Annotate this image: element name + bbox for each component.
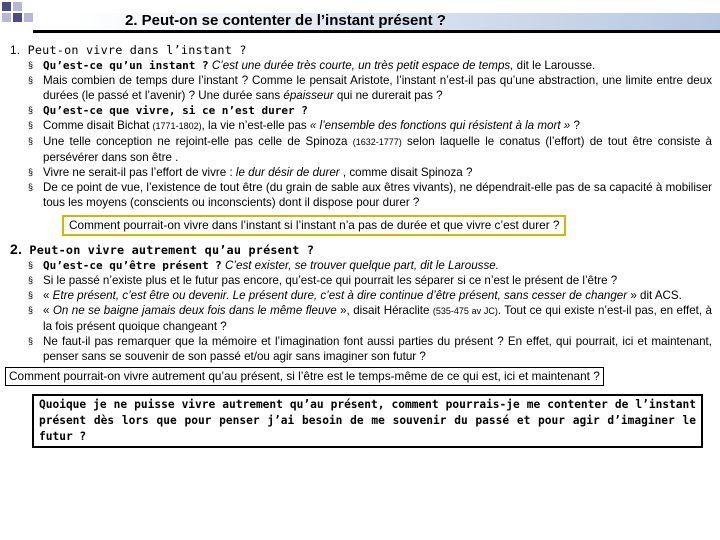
- list-item: § De ce point de vue, l’existence de tout être (du grain de sable aux êtres vivants), ne dépendrait-elle pas de sa capacité à mobiliser tous les moyens (conscients ou inconscients) dont il dispose pour durer ?: [28, 181, 712, 209]
- section1-number: 1.: [10, 43, 21, 57]
- square-icon: [2, 2, 11, 11]
- section2-heading: [10, 242, 712, 258]
- list-item: § Comme disait Bichat (1771-1802), la vie n’est-elle pas « l’ensemble des fonctions qui résistent à la mort » ?: [28, 119, 580, 132]
- bullet-icon: §: [28, 136, 34, 146]
- list-item: § Vivre ne serait-il pas l’effort de vivre : le dur désir de durer , comme disait Spinoza ?: [28, 166, 473, 179]
- page-title: 2. Peut-on se contenter de l’instant présent ?: [125, 12, 446, 29]
- bullet-icon: §: [28, 290, 34, 300]
- list-item: § Une telle conception ne rejoint-elle pas celle de Spinoza (1632-1777) selon laquelle le conatus (l’effort) de tout être consiste à persévérer dans son être .: [28, 135, 712, 164]
- slide-content: [10, 43, 712, 448]
- section1-heading-text: Peut-on vivre dans l’instant ?: [27, 43, 247, 57]
- list-item: § Qu’est-ce qu’être présent ? C’est exister, se trouver quelque part, dit le Larousse.: [28, 259, 499, 272]
- list-item: § Ne faut-il pas remarquer que la mémoire et l’imagination font aussi parties du présent ? En effet, qui pourrait, ici et maintenant, penser sans se souvenir de son passé et/ou agir sans imaginer son futur ?: [28, 335, 712, 363]
- bullet-icon: §: [28, 305, 34, 315]
- bullet-icon: §: [28, 60, 34, 70]
- bullet-icon: §: [28, 105, 34, 115]
- section2-number: 2.: [10, 241, 23, 257]
- bullet-icon: §: [28, 275, 34, 285]
- bullet-icon: §: [28, 120, 34, 130]
- list-item: § « Etre présent, c’est être ou devenir. Le présent dure, c’est à dire continue d’être présent, sans cesser de changer » dit ACS.: [28, 289, 682, 302]
- list-item: § Qu’est-ce qu’un instant ? C’est une durée très courte, un très petit espace de temps, dit le Larousse.: [28, 59, 596, 72]
- list-item: § Mais combien de temps dure l’instant ? Comme le pensait Aristote, l’instant n’est-il pas qu’une abstraction, une limite entre deux durées (le passé et l’avenir) ? Une durée sans épaisseur qui ne durerait pas ?: [28, 74, 712, 102]
- list-item: § Si le passé n’existe plus et le futur pas encore, qu’est-ce qui pourrait les séparer si ce n’est le présent de l’être ?: [28, 274, 618, 287]
- square-icon: [13, 2, 22, 11]
- conclusion-box: Quoique je ne puisse vivre autrement qu’au présent, comment pourrais-je me contenter de l’instant présent dès lors que pour penser j’ai besoin de me souvenir du passé et pour agir d’imaginer le futur ?: [32, 394, 703, 448]
- section2-heading-text: Peut-on vivre autrement qu’au présent ?: [29, 243, 315, 257]
- bullet-icon: §: [28, 182, 34, 192]
- square-icon: [13, 13, 22, 22]
- bullet-icon: §: [28, 336, 34, 346]
- bullet-icon: §: [28, 167, 34, 177]
- section2-question-box: Comment pourrait-on vivre autrement qu’au présent, si l’être est le temps-même de ce qui est, ici et maintenant ?: [5, 367, 604, 386]
- square-icon: [2, 13, 11, 22]
- list-item: § « On ne se baigne jamais deux fois dans le même fleuve », disait Héraclite (535-475 av JC). Tout ce qui existe n’est-il pas, en effet, à la fois présent quoique changeant ?: [28, 304, 713, 333]
- section1-heading: [10, 43, 712, 58]
- section1-list: [10, 58, 712, 210]
- bullet-icon: §: [28, 75, 34, 85]
- section1-question-box: Comment pourrait-on vivre dans l’instant si l’instant n’a pas de durée et que vivre c’est durer ?: [62, 215, 566, 236]
- list-item: § Qu’est-ce que vivre, si ce n’est durer ?: [28, 104, 308, 117]
- section2-list: [10, 258, 712, 364]
- square-icon: [24, 13, 33, 22]
- bullet-icon: §: [28, 260, 34, 270]
